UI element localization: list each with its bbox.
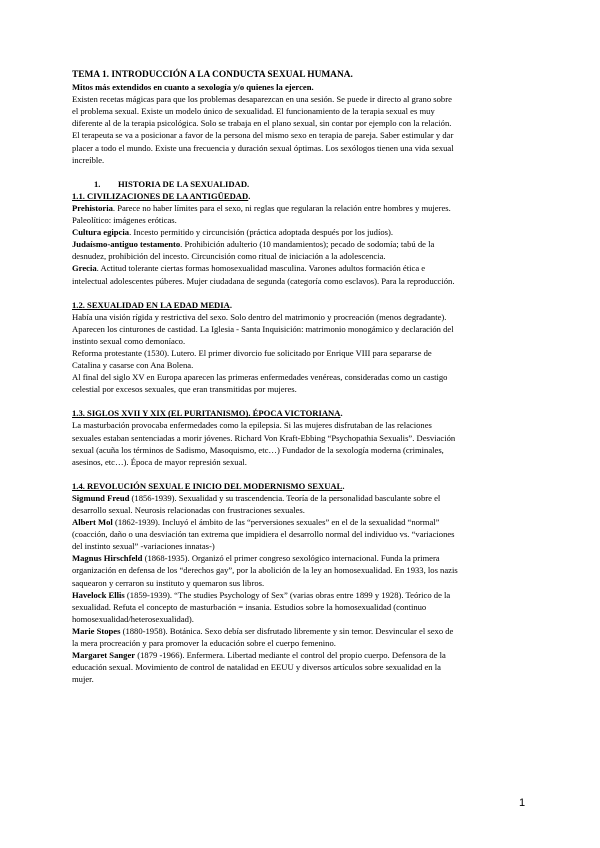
intro-line: Existen recetas mágicas para que los problemas desaparezcan en una sesión. Se puede ir directo al grano sobre [72, 94, 452, 105]
paragraph-line: Havelock Ellis (1859-1939). “The studies Psychology of Sex” (varias obras entre 1899 y 1928). Teórico de la [72, 589, 451, 600]
term: Havelock Ellis [72, 589, 125, 600]
paragraph-line: homosexualidad/heterosexualidad). [72, 613, 194, 624]
paragraph-line: Catalina y casarse con Ana Bolena. [72, 360, 194, 371]
paragraph-line: Grecia. Actitud tolerante ciertas formas homosexualidad masculina. Varones adultos formación ética e [72, 263, 426, 274]
document-body [72, 69, 532, 685]
paragraph-line: Margaret Sanger (1879 -1966). Enfermera. Libertad mediante el control del propio cuerpo. Defensora de la [72, 650, 446, 661]
paragraph-line: Albert Mol (1862-1939). Incluyó el ámbito de las “perversiones sexuales” en el de la sexualidad “normal” [72, 517, 440, 528]
paragraph-line: Magnus Hirschfeld (1868-1935). Organizó el primer congreso sexológico internacional. Funda la primera [72, 553, 440, 564]
subsection-heading-victoriana: 1.3. SIGLOS XVII Y XIX (EL PURITANISMO). ÉPOCA VICTORIANA. [72, 408, 343, 419]
intro-line: increíble. [72, 154, 105, 165]
paragraph-line: Aparecen los cinturones de castidad. La Iglesia - Santa Inquisición: matrimonio monogámico y declaración del [72, 323, 454, 334]
term: Marie Stopes [72, 625, 121, 636]
paragraph-line: Había una visión rígida y restrictiva del sexo. Solo dentro del matrimonio y procreación (menos degradante). [72, 311, 447, 322]
page-number: 1 [519, 797, 526, 809]
subsection-heading-revolucion: 1.4. REVOLUCIÓN SEXUAL E INICIO DEL MODERNISMO SEXUAL. [72, 480, 345, 491]
paragraph-line: sexualidad. Refuta el concepto de masturbación = insania. Estudios sobre la homosexualidad (continuo [72, 601, 427, 612]
term: Sigmund Freud [72, 492, 130, 503]
term: Prehistoria [72, 202, 113, 213]
paragraph-line: Marie Stopes (1880-1958). Botánica. Sexo debía ser disfrutado libremente y sin temor. Desvincular el sexo de [72, 625, 454, 636]
paragraph-line: educación sexual. Movimiento de control de natalidad en EEUU y diversos artículos sobre sexualidad en la [72, 662, 441, 673]
intro-line: el problema sexual. Existe un modelo único de sexualidad. El funcionamiento de la terapia sexual es muy [72, 106, 435, 117]
paragraph-line: desarrollo sexual. Neurosis relacionadas con frustraciones sexuales. [72, 505, 305, 515]
term: Magnus Hirschfeld [72, 553, 143, 564]
term: Margaret Sanger [72, 650, 136, 661]
paragraph-line: asesinos, etc…). Época de mayor represión sexual. [72, 456, 247, 467]
paragraph-line: desnudez, prohibición del incesto. Circuncisión como ritual de iniciación a la adolescencia. [72, 251, 386, 262]
term: Judaísmo-antiguo testamento [72, 239, 181, 250]
paragraph-line: celestial por excesos sexuales, que eran transmitidas por mujeres. [72, 384, 297, 395]
intro-paragraph [72, 93, 532, 166]
subsection-heading-antiguedad: 1.1. CIVILIZACIONES DE LA ANTIGÜEDAD. [72, 190, 251, 201]
document-title: TEMA 1. INTRODUCCIÓN A LA CONDUCTA SEXUAL HUMANA. [72, 70, 353, 80]
paragraph-line: instinto sexual como demoníaco. [72, 335, 186, 346]
paragraph-line: Paleolítico: imágenes eróticas. [72, 215, 177, 226]
intro-line: El terapeuta se va a posicionar a favor de la persona del mismo sexo en terapia de pareja. Saber estimular y dar [72, 130, 454, 141]
paragraph-line: Al final del siglo XV en Europa aparecen las primeras enfermedades venéreas, consideradas como un castigo [72, 372, 448, 383]
paragraph-line: la mera procreación y para promover la educación sobre el cuerpo femenino. [72, 638, 336, 649]
paragraph-line: sexual (acuña los términos de Sadismo, Masoquismo, etc…) Fundador de la sexología moderna (criminales, [72, 444, 444, 455]
paragraph-line: saquearon y cerraron su instituto y quemaron sus libros. [72, 577, 265, 588]
paragraph-line: Prehistoria. Parece no haber límites para el sexo, ni reglas que regularan la relación entre hombres y mujeres. [72, 202, 451, 213]
intro-line: placer a todo el mundo. Existe una frecuencia y duración sexual óptimas. Los sexólogos tienen una vida sexual [72, 142, 454, 153]
section-title: HISTORIA DE LA SEXUALIDAD. [118, 178, 250, 189]
paragraph-line: del instinto sexual” -variaciones innatas-) [72, 541, 215, 552]
paragraph-line: mujer. [72, 674, 94, 685]
paragraph-line: intelectual adolescentes púberes. Mujer ciudadana de segunda (categoría como esclavos). Para la reproducción. [72, 275, 455, 286]
intro-line: diferente al de la terapia psicológica. Solo se trabaja en el plano sexual, sin contar por ejemplo con la relación. [72, 118, 452, 129]
term: Albert Mol [72, 517, 113, 528]
section-number: 1. [94, 178, 101, 189]
paragraph-line: La masturbación provocaba enfermedades como la epilepsia. Si las mujeres disfrutaban de las relaciones [72, 420, 432, 431]
section-heading [72, 178, 532, 190]
paragraph-line: Judaísmo-antiguo testamento. Prohibición adulterio (10 mandamientos); pecado de sodomía; tabú de la [72, 239, 435, 250]
paragraph-line: Cultura egipcia. Incesto permitido y circuncisión (práctica adoptada después por los judíos). [72, 227, 394, 238]
term: Grecia [72, 263, 97, 274]
paragraph-line: Reforma protestante (1530). Lutero. El primer divorcio fue solicitado por Enrique VIII para separarse de [72, 347, 432, 358]
paragraph-line: sexuales estaban sentenciadas a morir jóvenes. Richard Von Kraft-Ebbing “Psychopathia Sexualis”. Desviación [72, 432, 456, 443]
paragraph-line: Sigmund Freud (1856-1939). Sexualidad y su trascendencia. Teoría de la personalidad basculante sobre el [72, 492, 441, 503]
paragraph-line: (coacción, daño o una desviación tan extrema que impidiera el desarrollo normal del individuo vs. “variaciones [72, 529, 455, 540]
subsection-heading-edad-media: 1.2. SEXUALIDAD EN LA EDAD MEDIA. [72, 299, 232, 310]
paragraph-line: organización en defensa de los “derechos gay”, por la abolición de la ley an homosexualidad. En 1933, los nazis [72, 565, 458, 576]
term: Cultura egipcia [72, 227, 130, 238]
document-subtitle: Mitos más extendidos en cuanto a sexología y/o quienes la ejercen. [72, 82, 314, 93]
